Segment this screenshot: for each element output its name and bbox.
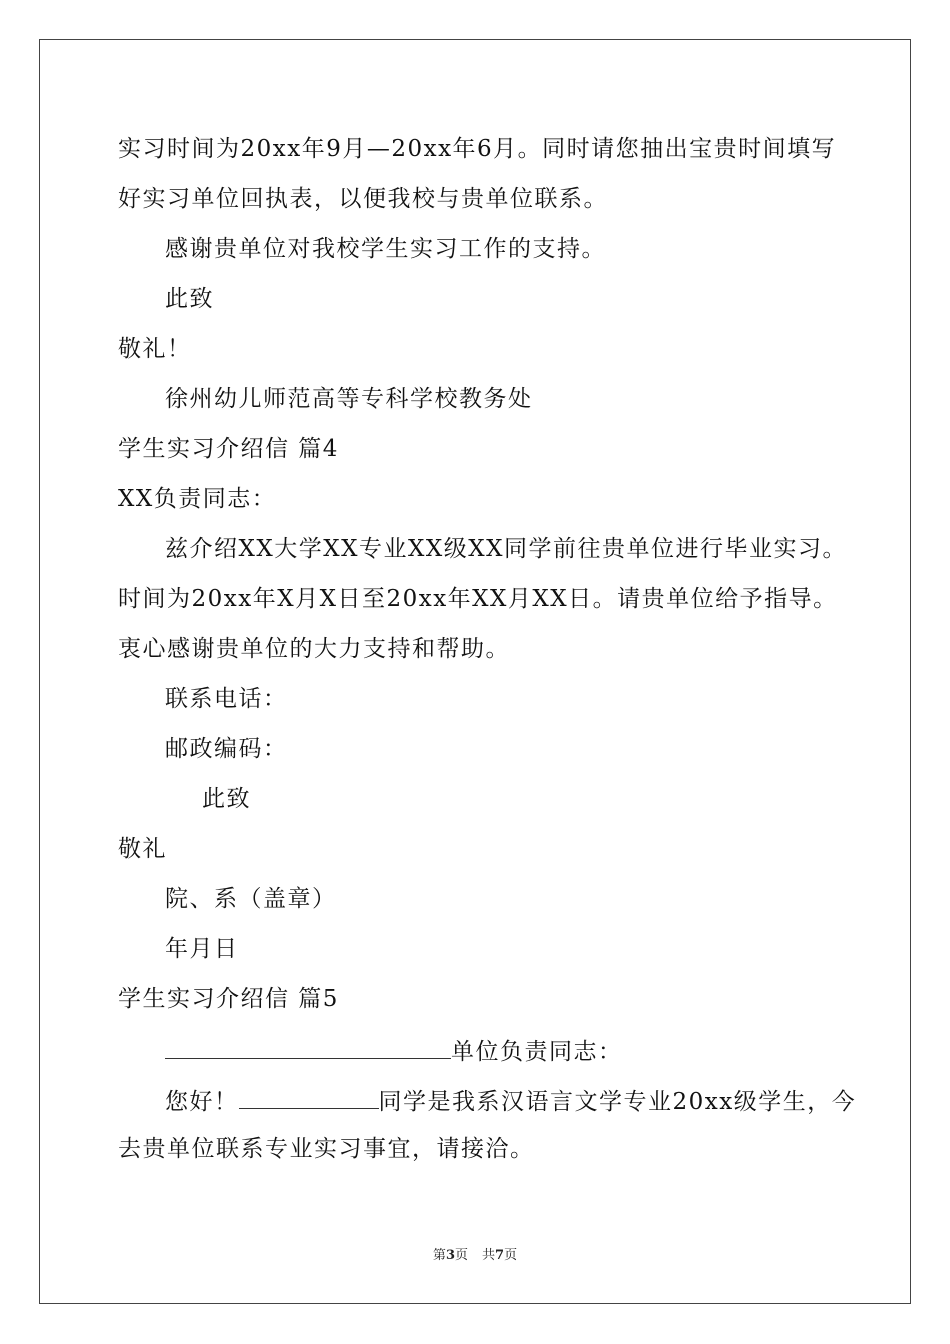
section-heading: 学生实习介绍信 篇5	[118, 986, 339, 1012]
closing-salutation: 此致	[202, 786, 251, 812]
seal-line: 院、系（盖章）	[165, 886, 337, 912]
paragraph-line: 衷心感谢贵单位的大力支持和帮助。	[118, 636, 510, 662]
contact-phone-label: 联系电话：	[165, 686, 288, 712]
paragraph-line	[165, 1084, 856, 1117]
page-total: 7	[495, 1248, 505, 1263]
total-prefix: 共	[482, 1248, 496, 1263]
page-mid: 页	[454, 1248, 468, 1263]
paragraph-text: 同学是我系汉语言文学专业20xx级学生，今	[378, 1089, 857, 1115]
closing-regards: 敬礼	[118, 836, 167, 862]
paragraph-line: 去贵单位联系专业实习事宜，请接洽。	[118, 1136, 535, 1162]
paragraph-line: 时间为20xx年X月X日至20xx年XX月XX日。请贵单位给予指导。	[118, 586, 838, 612]
page-current: 3	[445, 1248, 455, 1263]
paragraph-line: 好实习单位回执表，以便我校与贵单位联系。	[118, 186, 608, 212]
fill-in-blank	[165, 1034, 451, 1059]
page-footer	[0, 1247, 950, 1265]
paragraph-line: 实习时间为20xx年9月—20xx年6月。同时请您抽出宝贵时间填写	[118, 136, 837, 162]
page-prefix: 第	[432, 1248, 446, 1263]
greeting-text: 您好！	[165, 1089, 239, 1115]
date-line: 年月日	[165, 936, 239, 962]
closing-salutation: 此致	[165, 286, 214, 312]
addressee-text: 单位负责同志：	[451, 1039, 623, 1065]
total-suffix: 页	[504, 1248, 518, 1263]
fill-in-blank	[239, 1084, 379, 1109]
addressee-line: XX负责同志：	[118, 486, 277, 512]
closing-regards: 敬礼！	[118, 336, 192, 362]
section-heading: 学生实习介绍信 篇4	[118, 436, 339, 462]
postal-code-label: 邮政编码：	[165, 736, 288, 762]
addressee-line	[165, 1034, 623, 1067]
paragraph-line: 兹介绍XX大学XX专业XX级XX同学前往贵单位进行毕业实习。	[165, 536, 847, 562]
signature-line: 徐州幼儿师范高等专科学校教务处	[165, 386, 533, 412]
paragraph-line: 感谢贵单位对我校学生实习工作的支持。	[165, 236, 606, 262]
